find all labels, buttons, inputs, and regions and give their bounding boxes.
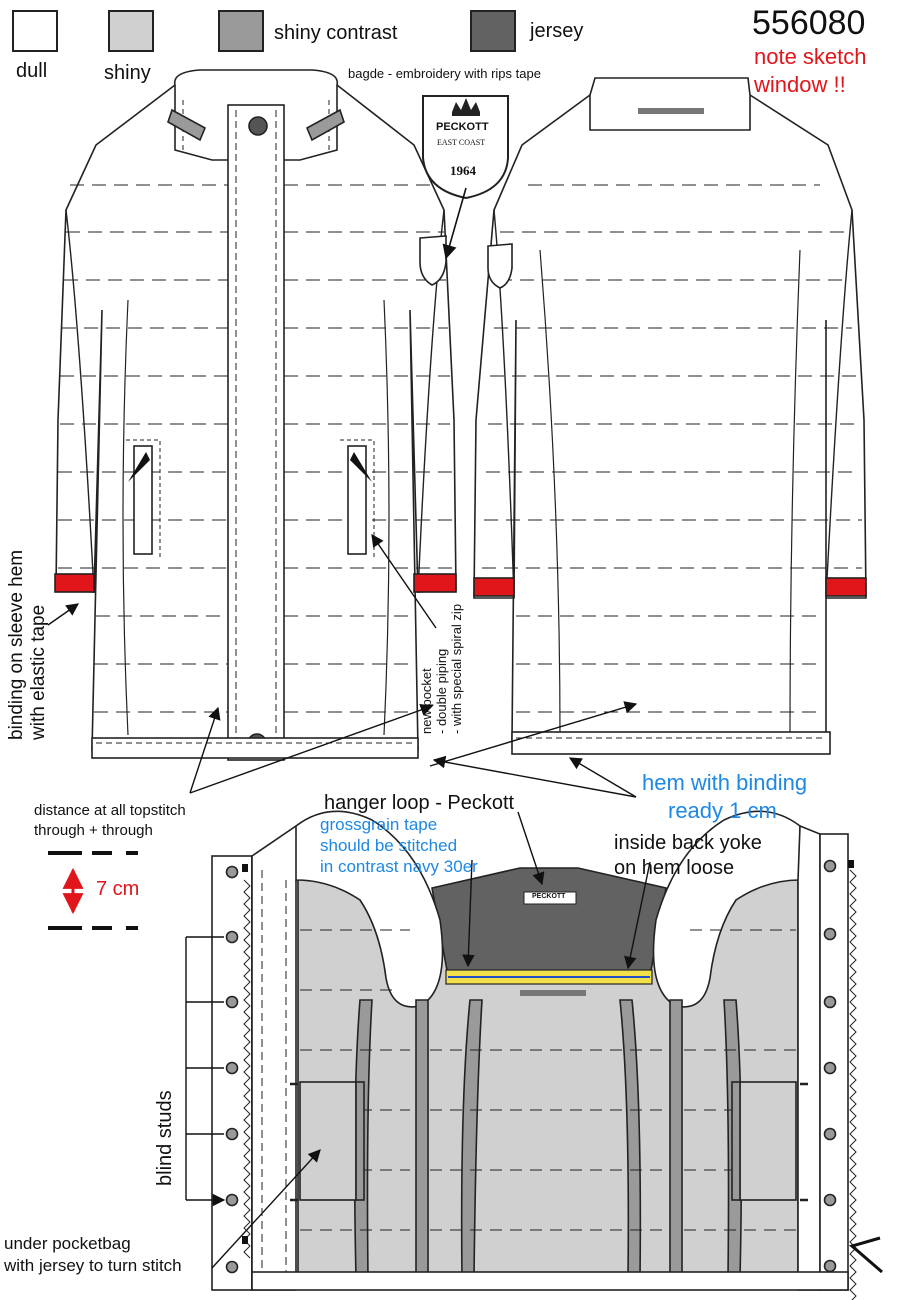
blind-studs-label: blind studs xyxy=(154,1090,176,1186)
inside-pocketbag-right xyxy=(740,1082,796,1200)
inside-view xyxy=(212,811,856,1300)
pocketbag-line-1: under pocketbag xyxy=(4,1234,131,1253)
style-number: 556080 xyxy=(752,4,866,42)
back-cuff-left xyxy=(474,578,514,596)
grosgrain-line-2: should be stitched xyxy=(320,836,458,855)
hanger-loop-brand: PECKOTT xyxy=(532,893,566,900)
front-cuff-left xyxy=(55,574,94,592)
note-line-1: note sketch xyxy=(754,44,867,69)
legend-label-shiny: shiny xyxy=(104,62,151,84)
badge-subtitle: EAST COAST xyxy=(437,138,486,147)
legend-swatch-shiny xyxy=(108,10,154,52)
back-collar-stripe xyxy=(638,108,704,114)
inside-hem xyxy=(252,1272,848,1290)
legend-label-jersey: jersey xyxy=(530,20,584,42)
back-cuff-right xyxy=(826,578,866,596)
grosgrain-line-3: in contrast navy 30er xyxy=(320,857,478,876)
back-yoke-line-2: on hem loose xyxy=(614,857,735,879)
legend-label-dull: dull xyxy=(16,60,48,82)
back-hem-band xyxy=(512,732,830,754)
topstitch-line-1: distance at all topstitch xyxy=(34,802,186,819)
measure-label: 7 cm xyxy=(96,878,140,900)
inside-stud-strip-right xyxy=(820,834,848,1290)
inside-pocketbag-left xyxy=(300,1082,356,1200)
back-sleeve-badge xyxy=(488,244,512,288)
note-line-2: window !! xyxy=(754,72,846,97)
topstitch-line-2: through + through xyxy=(34,822,153,839)
front-view xyxy=(55,70,456,760)
inside-back-yoke xyxy=(432,868,666,976)
badge-brand: PECKOTT xyxy=(436,121,489,133)
grosgrain-line-1: grossgrain tape xyxy=(320,815,438,834)
hem-binding-line-1: hem with binding xyxy=(642,770,808,795)
back-body-outline xyxy=(474,95,866,740)
legend-swatch-jersey xyxy=(470,10,516,52)
front-hem-band xyxy=(92,738,418,758)
inside-facing-right xyxy=(798,826,820,1290)
back-view xyxy=(474,78,866,754)
badge-caption: bagde - embroidery with rips tape xyxy=(348,66,541,81)
back-collar xyxy=(590,78,750,130)
legend-label-shiny-contrast: shiny contrast xyxy=(274,22,398,44)
legend-swatch-shiny-contrast xyxy=(218,10,264,52)
hem-binding-line-2: ready 1 cm xyxy=(668,798,777,823)
new-pocket-note: new pocket - double piping - with special spiral zip xyxy=(419,603,464,734)
front-snap-top xyxy=(249,117,267,135)
badge-year: 1964 xyxy=(450,163,476,178)
legend-swatch-dull xyxy=(12,10,58,52)
pocketbag-line-2: with jersey to turn stitch xyxy=(4,1256,182,1275)
sleeve-binding-note: binding on sleeve hem with elastic tape xyxy=(6,549,49,740)
back-yoke-line-1: inside back yoke xyxy=(614,832,762,854)
hanger-loop-note: hanger loop - Peckott xyxy=(324,792,515,814)
